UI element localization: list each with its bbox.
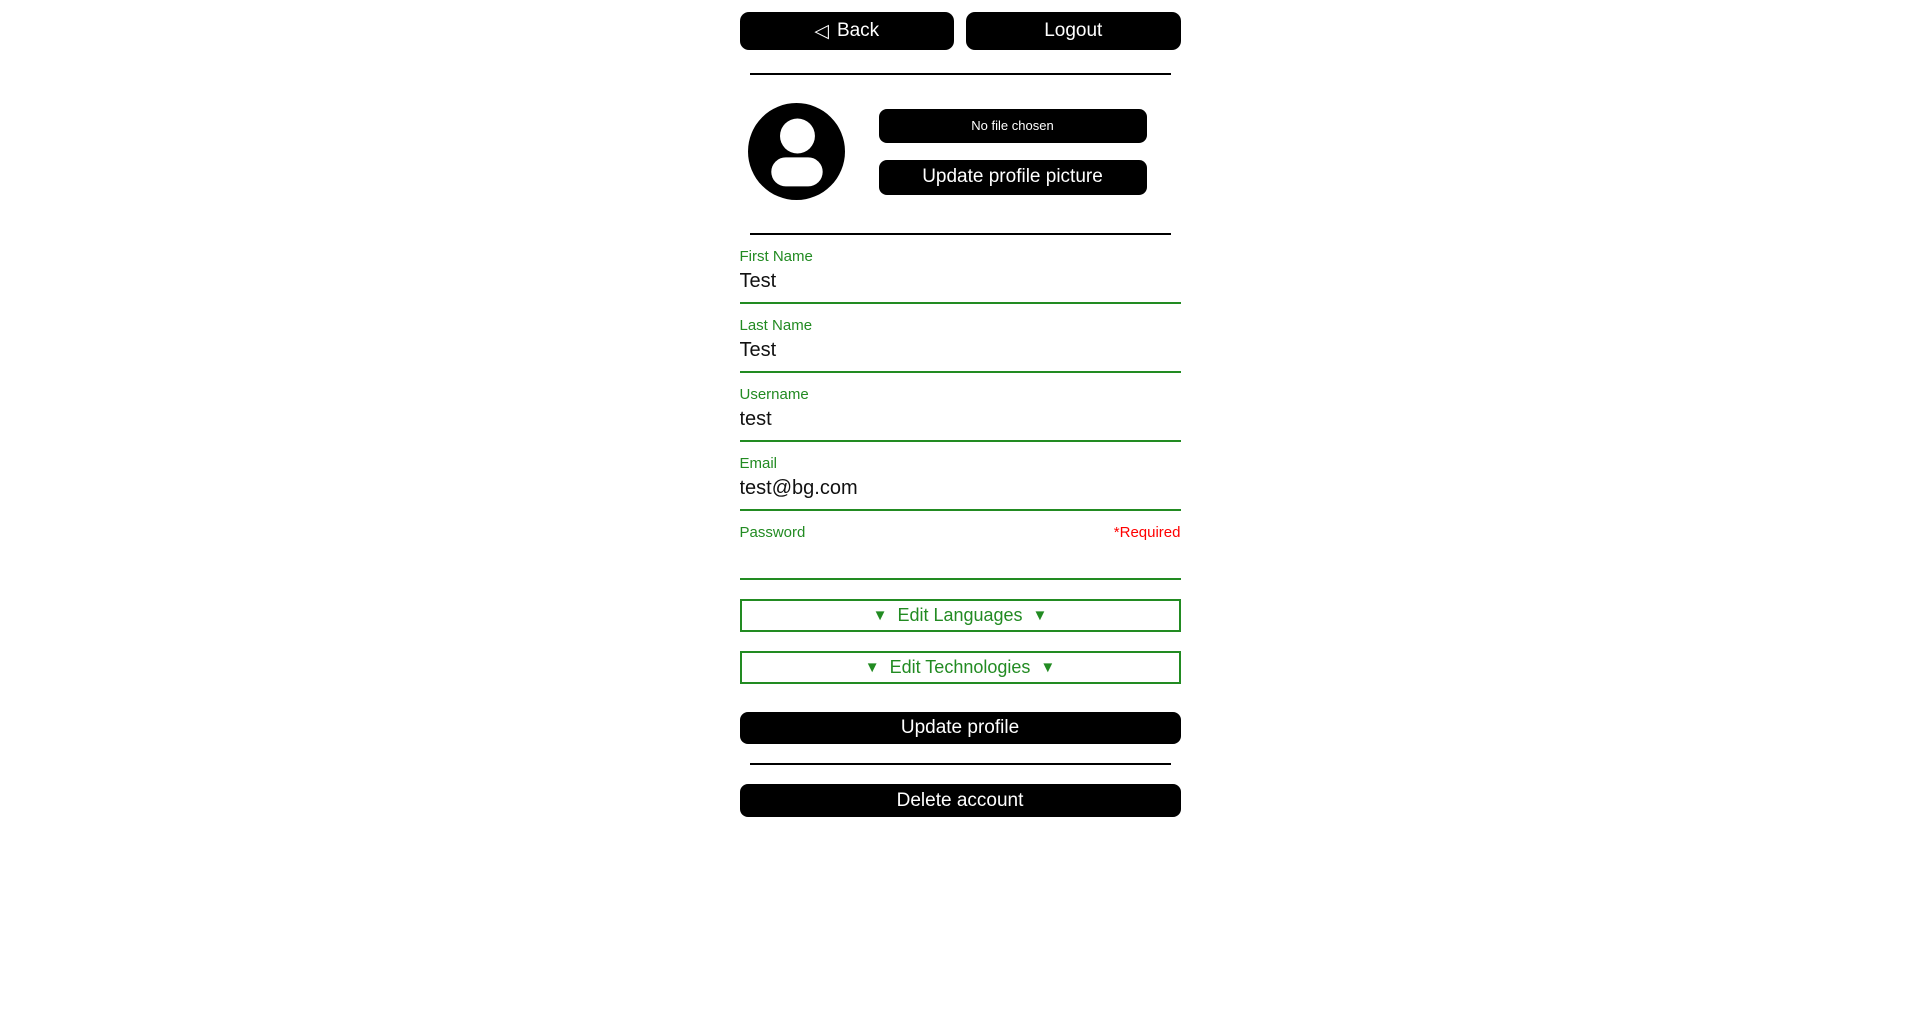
first-name-label: First Name <box>739 248 813 265</box>
last-name-field <box>740 304 1181 373</box>
username-label: Username <box>739 386 809 403</box>
first-name-input[interactable] <box>740 266 1181 304</box>
back-button-label: Back <box>836 20 880 41</box>
update-profile-picture-button[interactable] <box>879 160 1147 195</box>
password-field <box>740 511 1181 580</box>
update-profile-label: Update profile <box>900 717 1020 738</box>
last-name-label: Last Name <box>739 317 813 334</box>
divider-top <box>750 73 1171 75</box>
logout-button[interactable] <box>966 12 1181 50</box>
password-label: Password <box>739 524 806 541</box>
avatar-section <box>740 103 1181 200</box>
chevron-down-icon: ▼ <box>1032 607 1048 624</box>
back-button[interactable] <box>740 12 955 50</box>
email-label: Email <box>739 455 778 472</box>
avatar-user-icon <box>748 103 845 200</box>
first-name-field <box>740 235 1181 304</box>
chevron-down-icon: ▼ <box>864 659 880 676</box>
edit-technologies-label: Edit Technologies <box>889 657 1031 677</box>
delete-account-button[interactable] <box>740 784 1181 817</box>
edit-languages-button[interactable] <box>740 599 1181 632</box>
topbar <box>740 12 1181 50</box>
chevron-down-icon: ▼ <box>1040 659 1056 676</box>
email-input[interactable] <box>740 473 1181 511</box>
email-field <box>740 442 1181 511</box>
divider-danger <box>750 763 1171 765</box>
password-required-note: *Required <box>1113 524 1181 541</box>
back-arrow-icon: ◁ <box>814 20 829 42</box>
update-profile-button[interactable] <box>740 712 1181 744</box>
avatar-buttons <box>879 109 1147 195</box>
edit-technologies-button[interactable] <box>740 651 1181 684</box>
profile-page <box>740 12 1181 817</box>
chevron-down-icon: ▼ <box>872 607 888 624</box>
edit-languages-label: Edit Languages <box>897 605 1023 625</box>
logout-button-label: Logout <box>1044 20 1103 41</box>
password-input[interactable] <box>740 542 1181 580</box>
delete-account-label: Delete account <box>896 789 1024 811</box>
choose-file-button[interactable] <box>879 109 1147 143</box>
username-field <box>740 373 1181 442</box>
last-name-input[interactable] <box>740 335 1181 373</box>
file-status-label: No file chosen <box>971 118 1054 133</box>
username-input[interactable] <box>740 404 1181 442</box>
update-picture-label: Update profile picture <box>922 166 1103 187</box>
